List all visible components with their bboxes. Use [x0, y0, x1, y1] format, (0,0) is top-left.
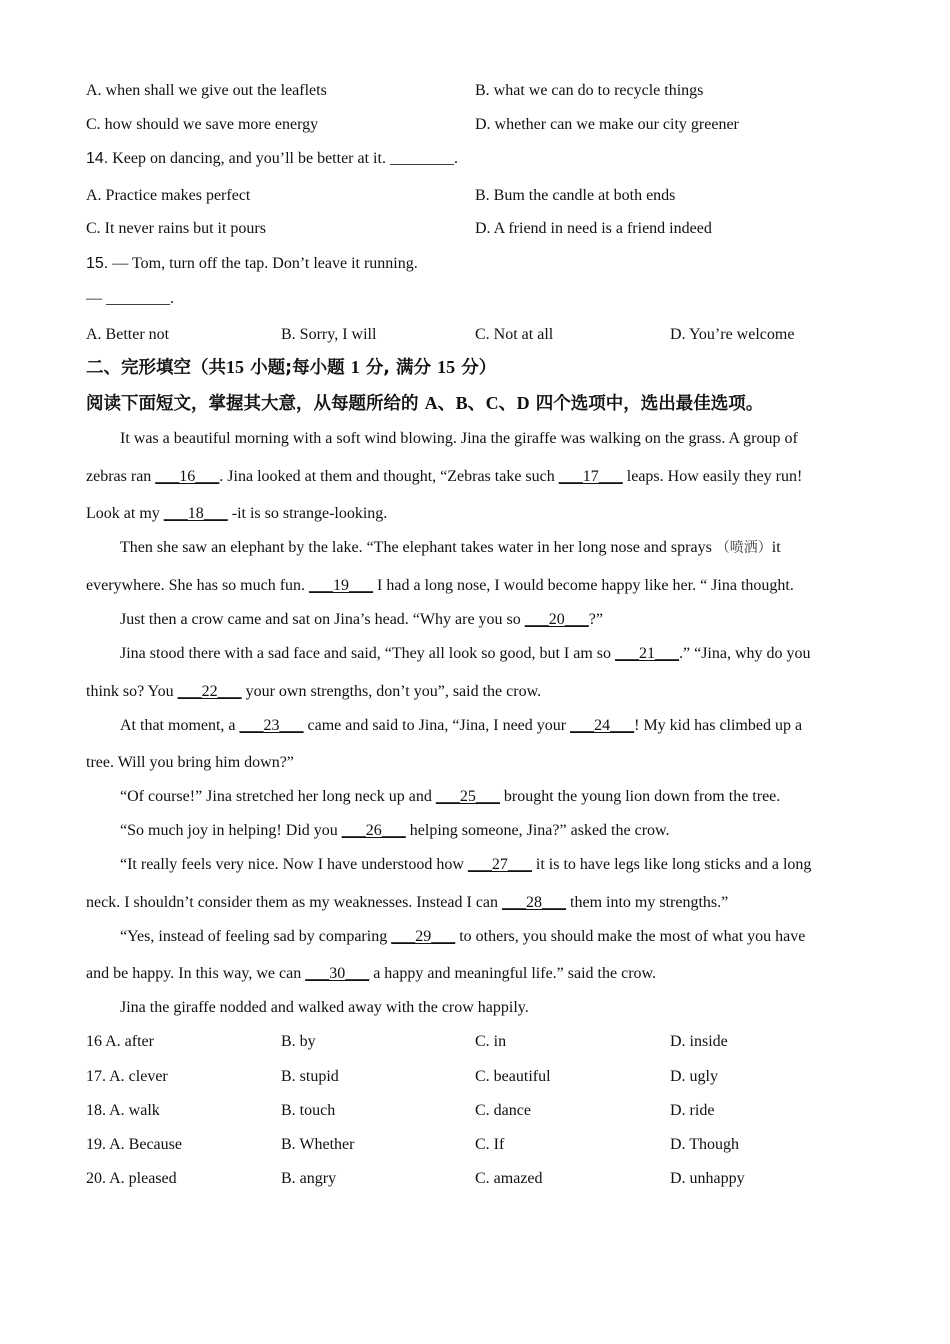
q20-option-c: C. amazed: [475, 1170, 543, 1187]
blank-28: ___28___: [502, 894, 567, 911]
blank-17: ___17___: [558, 468, 623, 485]
passage-text: “It really feels very nice. Now I have understood how: [120, 856, 468, 873]
q15-option-b: B. Sorry, I will: [281, 326, 377, 343]
section-title-count: 15: [226, 357, 244, 377]
passage-text: them into my strengths.”: [566, 894, 729, 911]
blank-23: ___23___: [239, 717, 304, 734]
passage-text: Just then a crow came and sat on Jina’s head. “Why are you so: [120, 611, 525, 628]
passage-text: ! My kid has climbed up a: [634, 717, 803, 734]
q18-option-c: C. dance: [475, 1102, 531, 1119]
instructions-part: 四个选项中，选出最佳选项。: [535, 394, 764, 414]
passage-line: tree. Will you bring him down?”: [86, 754, 294, 771]
section-title-part: 小题;每小题: [250, 358, 345, 378]
q15-option-d: D. You’re welcome: [670, 326, 795, 343]
blank-27: ___27___: [467, 856, 532, 873]
passage-line: [86, 893, 728, 913]
q14-option-a: A. Practice makes perfect: [86, 187, 251, 204]
q15-reply: — ________.: [86, 290, 174, 307]
passage-line: [120, 610, 603, 630]
section-title-points: 1: [350, 357, 360, 377]
passage-text: . Jina looked at them and thought, “Zebras take such: [219, 468, 559, 485]
q15-option-c: C. Not at all: [475, 326, 554, 343]
q19-option-a: 19. A. Because: [86, 1136, 182, 1153]
passage-text: helping someone, Jina?” asked the crow.: [405, 822, 670, 839]
q14-option-c: C. It never rains but it pours: [86, 220, 266, 237]
section-title: [86, 357, 496, 378]
passage-line: [120, 927, 805, 947]
q17-option-a: 17. A. clever: [86, 1068, 168, 1085]
blank-18: ___18___: [163, 505, 228, 522]
q15-text: — Tom, turn off the tap. Don’t leave it running.: [112, 255, 418, 272]
q13-option-d: D. whether can we make our city greener: [475, 116, 739, 133]
passage-line: [120, 787, 780, 807]
q20-option-b: B. angry: [281, 1170, 337, 1187]
passage-text: and be happy. In this way, we can: [86, 965, 306, 982]
q14-option-d: D. A friend in need is a friend indeed: [475, 220, 712, 237]
q16-option-a: 16 A. after: [86, 1033, 154, 1050]
passage-text: it: [771, 539, 781, 556]
q16-option-b: B. by: [281, 1033, 316, 1050]
chinese-gloss: （喷洒）: [715, 540, 772, 556]
q14-stem: [86, 149, 458, 169]
passage-line: [120, 716, 802, 736]
section-title-part: 二、完形填空（共: [86, 358, 226, 378]
q14-option-b: B. Bum the candle at both ends: [475, 187, 676, 204]
passage-line: [86, 504, 387, 524]
q20-option-a: 20. A. pleased: [86, 1170, 177, 1187]
passage-text: I had a long nose, I would become happy like her. “ Jina thought.: [373, 577, 794, 594]
q19-option-b: B. Whether: [281, 1136, 355, 1153]
passage-text: a happy and meaningful life.” said the crow.: [369, 965, 657, 982]
passage-line: [120, 644, 811, 664]
blank-29: ___29___: [391, 928, 456, 945]
passage-line: [120, 821, 670, 841]
q13-option-a: A. when shall we give out the leaflets: [86, 82, 327, 99]
q13-option-c: C. how should we save more energy: [86, 116, 319, 133]
passage-text: think so? You: [86, 683, 178, 700]
q14-text: Keep on dancing, and you’ll be better at it. ________.: [112, 150, 458, 167]
q16-option-c: C. in: [475, 1033, 507, 1050]
passage-text: Jina stood there with a sad face and said, “They all look so good, but I am so: [120, 645, 615, 662]
q20-option-d: D. unhappy: [670, 1170, 745, 1187]
blank-20: ___20___: [524, 611, 589, 628]
instructions-choices: A、B、C、D: [424, 393, 530, 413]
passage-text: “Yes, instead of feeling sad by comparing: [120, 928, 392, 945]
q17-option-b: B. stupid: [281, 1068, 339, 1085]
passage-text: your own strengths, don’t you”, said the crow.: [241, 683, 542, 700]
q17-option-d: D. ugly: [670, 1068, 718, 1085]
q18-option-b: B. touch: [281, 1102, 336, 1119]
passage-text: neck. I shouldn’t consider them as my weaknesses. Instead I can: [86, 894, 503, 911]
blank-30: ___30___: [305, 965, 370, 982]
passage-text: everywhere. She has so much fun.: [86, 577, 310, 594]
passage-text: “So much joy in helping! Did you: [120, 822, 342, 839]
passage-line: [120, 855, 811, 875]
section-instructions: [86, 393, 763, 414]
q15-option-a: A. Better not: [86, 326, 170, 343]
passage-line: [86, 467, 802, 487]
blank-25: ___25___: [435, 788, 500, 805]
q19-option-d: D. Though: [670, 1136, 740, 1153]
blank-24: ___24___: [570, 717, 635, 734]
q15-number: 15.: [86, 255, 109, 272]
passage-line: [86, 576, 794, 596]
section-title-total: 15: [437, 357, 456, 377]
passage-text: to others, you should make the most of what you have: [455, 928, 806, 945]
passage-text: leaps. How easily they run!: [622, 468, 803, 485]
blank-21: ___21___: [615, 645, 679, 662]
q18-option-a: 18. A. walk: [86, 1102, 160, 1119]
passage-text: “Of course!” Jina stretched her long neck up and: [120, 788, 436, 805]
q16-option-d: D. inside: [670, 1033, 728, 1050]
section-title-part: 分, 满分: [365, 358, 432, 378]
passage-text: ?”: [588, 611, 603, 628]
passage-line: [120, 538, 781, 558]
passage-line: It was a beautiful morning with a soft wind blowing. Jina the giraffe was walking on the grass. A group of: [120, 430, 798, 447]
passage-line: Jina the giraffe nodded and walked away with the crow happily.: [120, 999, 529, 1016]
passage-text: At that moment, a: [120, 717, 240, 734]
passage-text: it is to have legs like long sticks and a long: [531, 856, 812, 873]
blank-26: ___26___: [341, 822, 406, 839]
passage-text: .” “Jina, why do you: [679, 645, 811, 662]
instructions-part: 阅读下面短文，掌握其大意，从每题所给的: [86, 394, 419, 414]
q14-number: 14.: [86, 150, 109, 167]
passage-text: Look at my: [86, 505, 164, 522]
passage-line: [86, 682, 541, 702]
section-title-part: 分）: [461, 358, 497, 378]
passage-text: zebras ran: [86, 468, 156, 485]
q13-option-b: B. what we can do to recycle things: [475, 82, 704, 99]
blank-22: ___22___: [177, 683, 242, 700]
passage-line: [86, 964, 656, 984]
q18-option-d: D. ride: [670, 1102, 715, 1119]
blank-16: ___16___: [155, 468, 220, 485]
passage-text: -it is so strange-looking.: [227, 505, 388, 522]
q15-stem: [86, 254, 418, 274]
q19-option-c: C. If: [475, 1136, 505, 1153]
passage-text: brought the young lion down from the tree.: [499, 788, 781, 805]
q17-option-c: C. beautiful: [475, 1068, 551, 1085]
passage-text: came and said to Jina, “Jina, I need your: [303, 717, 571, 734]
blank-19: ___19___: [309, 577, 374, 594]
passage-text: Then she saw an elephant by the lake. “The elephant takes water in her long nose and sprays: [120, 539, 716, 556]
